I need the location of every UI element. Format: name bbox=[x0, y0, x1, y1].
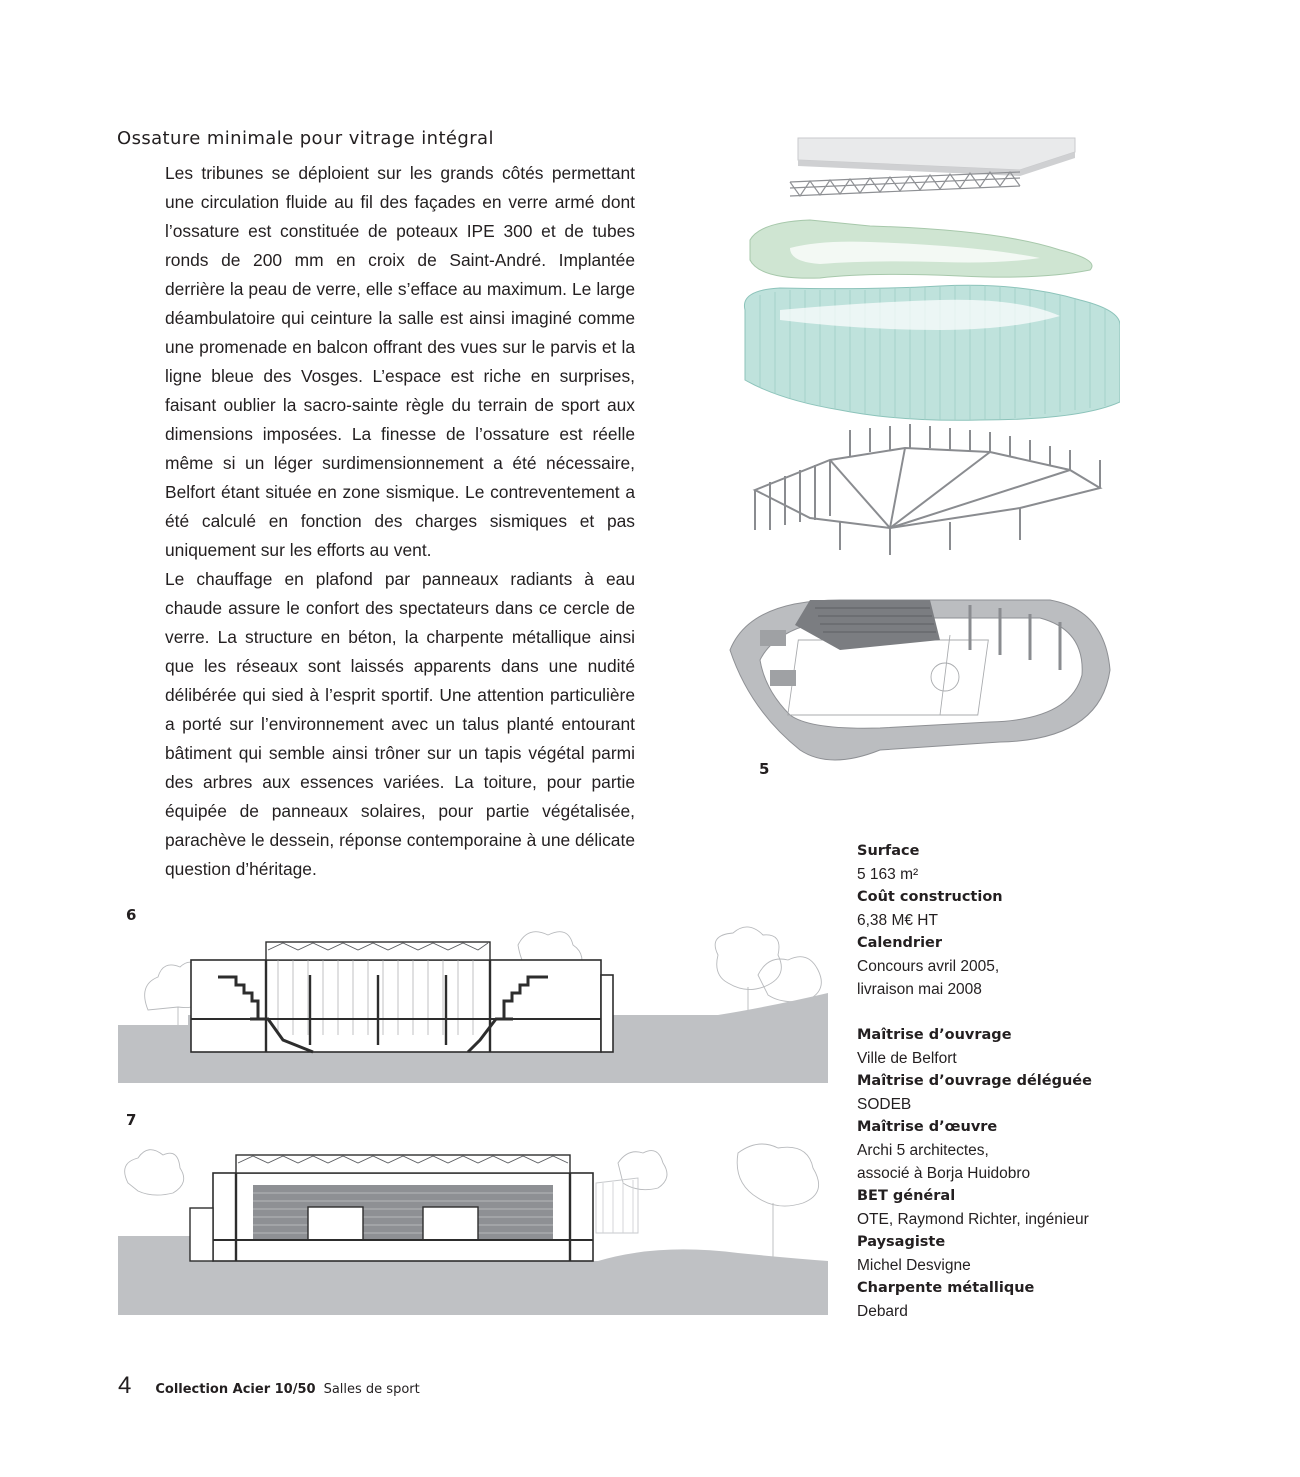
collection-section: Salles de sport bbox=[323, 1382, 420, 1397]
cost-value: 6,38 M€ HT bbox=[857, 912, 938, 929]
architect-value-1: Archi 5 architectes, bbox=[857, 1142, 989, 1159]
steel-value: Debard bbox=[857, 1303, 908, 1320]
body-text bbox=[165, 159, 635, 884]
project-facts bbox=[857, 840, 1157, 1323]
collection-label: Collection Acier 10/50 bbox=[155, 1382, 316, 1397]
cost-label: Coût construction bbox=[857, 889, 1003, 905]
calendar-label: Calendrier bbox=[857, 935, 943, 951]
architect-value-2: associé à Borja Huidobro bbox=[857, 1165, 1031, 1182]
bet-label: BET général bbox=[857, 1188, 956, 1204]
figure-6-number: 6 bbox=[126, 906, 137, 924]
surface-value: 5 163 m² bbox=[857, 866, 919, 883]
page-number: 4 bbox=[118, 1372, 132, 1399]
calendar-value-1: Concours avril 2005, bbox=[857, 958, 1000, 975]
delegated-owner-label: Maîtrise d’ouvrage déléguée bbox=[857, 1073, 1092, 1089]
landscape-label: Paysagiste bbox=[857, 1234, 946, 1250]
section-drawing-7 bbox=[118, 1133, 828, 1315]
bet-value: OTE, Raymond Richter, ingénieur bbox=[857, 1211, 1089, 1228]
delegated-owner-value: SODEB bbox=[857, 1096, 912, 1113]
architect-label: Maîtrise d’œuvre bbox=[857, 1119, 998, 1135]
paragraph-2: Le chauffage en plafond par panneaux radiants à eau chaude assure le confort des spectateurs dans ce cercle de verre. La structure en béton, la charpente métallique ainsi que les réseaux sont laissés apparents dans une nudité délibérée qui sied à l’esprit sportif. Une attention particulière a porté sur l’environnement avec un talus planté entourant bâtiment qui semble ainsi trôner sur un tapis végétal parmi des arbres aux essences variées. La toiture, pour partie équipée de panneaux solaires, pour partie végétalisée, parachève le dessein, réponse contemporaine à une délicate question d’héritage. bbox=[165, 569, 635, 879]
calendar-value-2: livraison mai 2008 bbox=[857, 981, 982, 998]
figure-5-number: 5 bbox=[759, 760, 770, 778]
section-drawing-6 bbox=[118, 915, 828, 1083]
owner-label: Maîtrise d’ouvrage bbox=[857, 1027, 1012, 1043]
steel-label: Charpente métallique bbox=[857, 1280, 1035, 1296]
page-footer bbox=[118, 1372, 420, 1402]
surface-label: Surface bbox=[857, 843, 920, 859]
owner-value: Ville de Belfort bbox=[857, 1050, 957, 1067]
figure-7-number: 7 bbox=[126, 1111, 137, 1129]
paragraph-1: Les tribunes se déploient sur les grands côtés permettant une circulation fluide au fil des façades en verre armé dont l’ossature est constituée de poteaux IPE 300 et de tubes ronds de 200 mm en croix de Saint-André. Implantée derrière la peau de verre, elle s’efface au maximum. Le large déambulatoire qui ceinture la salle est ainsi imaginé comme une promenade en balcon offrant des vues sur le parvis et la ligne bleue des Vosges. L’espace est riche en surprises, faisant oublier la sacro-sainte règle du terrain de sport aux dimensions imposées. La finesse de l’ossature est réelle même si un léger surdimensionnement a été nécessaire, Belfort étant située en zone sismique. Le contreventement a été calculé en fonction des charges sismiques et pas uniquement sur les efforts au vent. bbox=[165, 163, 635, 560]
exploded-axonometric-figure bbox=[720, 130, 1120, 780]
landscape-value: Michel Desvigne bbox=[857, 1257, 971, 1274]
section-heading: Ossature minimale pour vitrage intégral bbox=[117, 128, 494, 149]
